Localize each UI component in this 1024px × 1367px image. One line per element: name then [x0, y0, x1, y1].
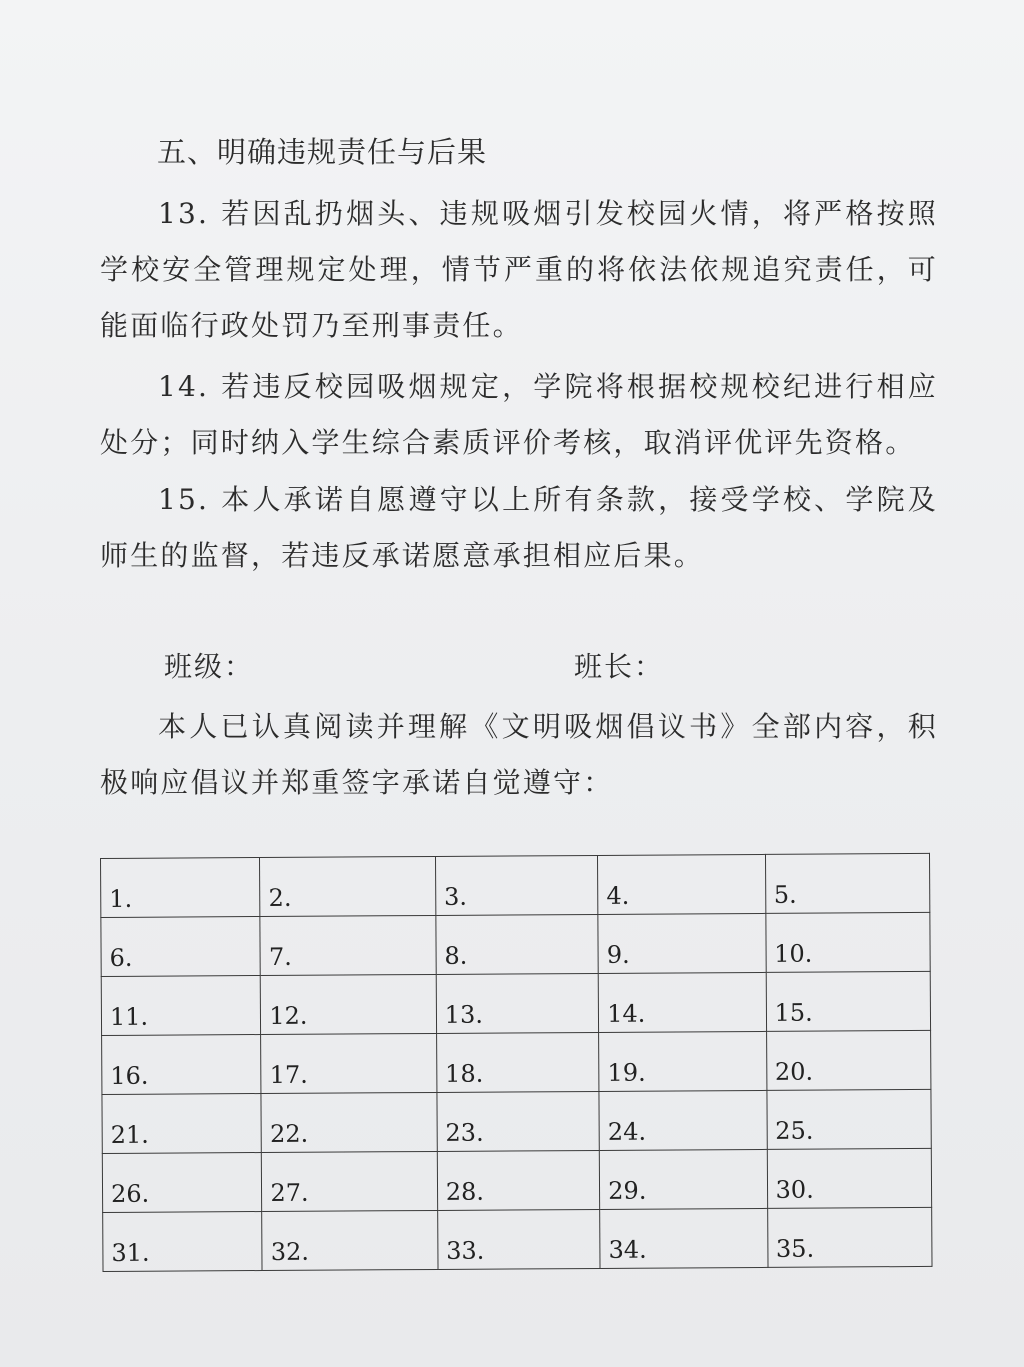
signature-cell[interactable]: 14.: [598, 972, 766, 1032]
monitor-label: 班长：: [574, 650, 665, 683]
signature-cell[interactable]: 33.: [437, 1209, 600, 1269]
signature-cell[interactable]: 11.: [101, 976, 261, 1036]
signature-cell[interactable]: 25.: [767, 1089, 932, 1149]
section-title: 五、明确违规责任与后果: [157, 135, 488, 169]
signature-cell[interactable]: 23.: [437, 1091, 600, 1151]
signature-cell[interactable]: 1.: [101, 858, 261, 918]
signature-cell[interactable]: 21.: [102, 1094, 262, 1154]
signature-cell[interactable]: 10.: [765, 912, 930, 972]
signature-table: [100, 853, 933, 1272]
signature-cell[interactable]: 7.: [260, 915, 436, 975]
signature-cell[interactable]: 35.: [767, 1207, 932, 1267]
signature-cell[interactable]: 13.: [436, 973, 599, 1033]
signature-cell[interactable]: 12.: [261, 974, 437, 1034]
table-row: [101, 853, 930, 917]
signature-cell[interactable]: 15.: [766, 971, 931, 1031]
signature-cell[interactable]: 16.: [102, 1035, 262, 1095]
signature-cell[interactable]: 18.: [436, 1032, 599, 1092]
signature-cell[interactable]: 22.: [261, 1092, 437, 1152]
signature-cell[interactable]: 3.: [435, 855, 598, 915]
pledge-statement: 本人已认真阅读并理解《文明吸烟倡议书》全部内容，积极响应倡议并郑重签字承诺自觉遵守：: [100, 710, 938, 799]
signature-cell[interactable]: 28.: [437, 1150, 600, 1210]
signature-cell[interactable]: 8.: [436, 914, 599, 974]
signature-cell[interactable]: 24.: [599, 1090, 767, 1150]
signature-cell[interactable]: 26.: [102, 1153, 262, 1213]
signature-cell[interactable]: 27.: [262, 1151, 438, 1211]
signature-cell[interactable]: 6.: [101, 917, 261, 977]
signature-cell[interactable]: 4.: [598, 854, 766, 914]
table-row: [102, 1089, 931, 1153]
signature-cell[interactable]: 5.: [765, 853, 930, 913]
table-row: [101, 912, 930, 976]
class-label: 班级：: [164, 650, 255, 683]
clause-15: 15. 本人承诺自愿遵守以上所有条款，接受学校、学院及师生的监督，若违反承诺愿意承担相应后果。: [100, 483, 938, 572]
signature-table-body: [101, 853, 933, 1271]
signature-cell[interactable]: 34.: [600, 1208, 768, 1268]
signature-cell[interactable]: 31.: [103, 1212, 263, 1272]
clause-14: 14. 若违反校园吸烟规定，学院将根据校规校纪进行相应处分；同时纳入学生综合素质评价考核，取消评优评先资格。: [100, 370, 938, 459]
table-row: [102, 1148, 931, 1212]
signature-cell[interactable]: 20.: [766, 1030, 931, 1090]
signature-cell[interactable]: 32.: [262, 1210, 438, 1270]
signature-cell[interactable]: 9.: [598, 913, 766, 973]
signature-cell[interactable]: 2.: [260, 856, 436, 916]
clause-13: 13. 若因乱扔烟头、违规吸烟引发校园火情，将严格按照学校安全管理规定处理，情节严重的将依法依规追究责任，可能面临行政处罚乃至刑事责任。: [100, 197, 938, 342]
signature-cell[interactable]: 30.: [767, 1148, 932, 1208]
signature-cell[interactable]: 29.: [599, 1149, 767, 1209]
table-row: [101, 971, 930, 1035]
signature-cell[interactable]: 19.: [599, 1031, 767, 1091]
signature-cell[interactable]: 17.: [261, 1033, 437, 1093]
table-row: [102, 1030, 931, 1094]
table-row: [103, 1207, 932, 1271]
